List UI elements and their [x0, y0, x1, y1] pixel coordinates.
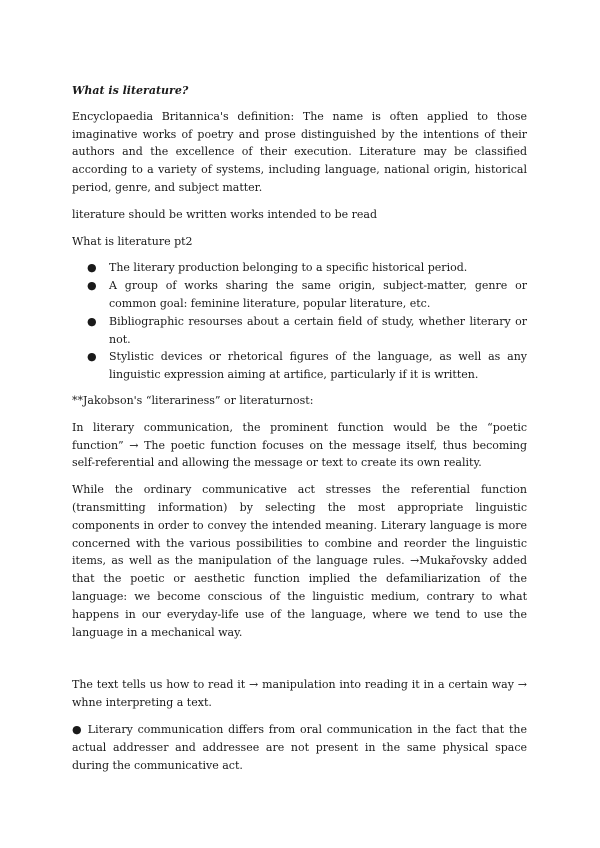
list-item-text: A group of works sharing the same origin, subject-matter, genre or common goal: feminine literature, popular literature, etc.	[109, 279, 527, 310]
list-item	[72, 259, 527, 277]
bullet-icon: ●	[87, 279, 97, 293]
list-item-text: Bibliographic resourses about a certain field of study, whether literary or not.	[109, 314, 527, 346]
jakobson-heading: **Jakobson's “literariness” or literaturnost:	[72, 393, 314, 407]
list-item-text: Stylistic devices or rhetorical figures of the language, as well as any linguistic expression aiming at artifice, particularly if it is written.	[109, 350, 527, 382]
blank-line	[72, 650, 527, 676]
document-body	[72, 82, 527, 783]
referential-function-paragraph: While the ordinary communicative act stresses the referential function (transmitting information) by selecting the most appropriate linguistic components in order to convey the intended meaning. Literary language is more concerned with the various possibilities to combine and reorder the linguistic items, as well as the manipulation of the language rules. →Mukařovsky added that the poetic or aesthetic function implied the defamiliarization of the language: we become conscious of the linguistic medium, contrary to what happens in our everyday-life use of the language, where we tend to use the language in a mechanical way.	[72, 483, 527, 639]
bullet-icon: ●	[87, 261, 97, 275]
literature-note-paragraph: literature should be written works intended to be read	[72, 207, 377, 221]
list-item	[72, 313, 527, 349]
list-item	[72, 277, 527, 313]
bullet-icon: ●	[87, 350, 97, 364]
poetic-function-paragraph: In literary communication, the prominent function would be the “poetic function” → The poetic function focuses on the message itself, thus becoming self-referential and allowing the message or text to create its own reality.	[72, 420, 527, 470]
list-item	[72, 348, 527, 384]
pt2-heading: What is literature pt2	[72, 234, 193, 248]
document-title: What is literature?	[72, 84, 189, 97]
britannica-definition-paragraph: Encyclopaedia Britannica's definition: The name is often applied to those imaginative works of poetry and prose distinguished by the intentions of their authors and the excellence of their execution. Literature may be classified according to a variety of systems, including language, national origin, historical period, genre, and subject matter.	[72, 109, 527, 194]
literary-communication-paragraph: ● Literary communication differs from oral communication in the fact that the actual addresser and addressee are not present in the same physical space during the communicative act.	[72, 722, 527, 772]
list-item-text: The literary production belonging to a specific historical period.	[109, 261, 468, 275]
bullet-icon: ●	[87, 314, 97, 328]
definitions-list	[72, 259, 527, 384]
reading-manipulation-paragraph: The text tells us how to read it → manipulation into reading it in a certain way → whne interpreting a text.	[72, 678, 527, 710]
